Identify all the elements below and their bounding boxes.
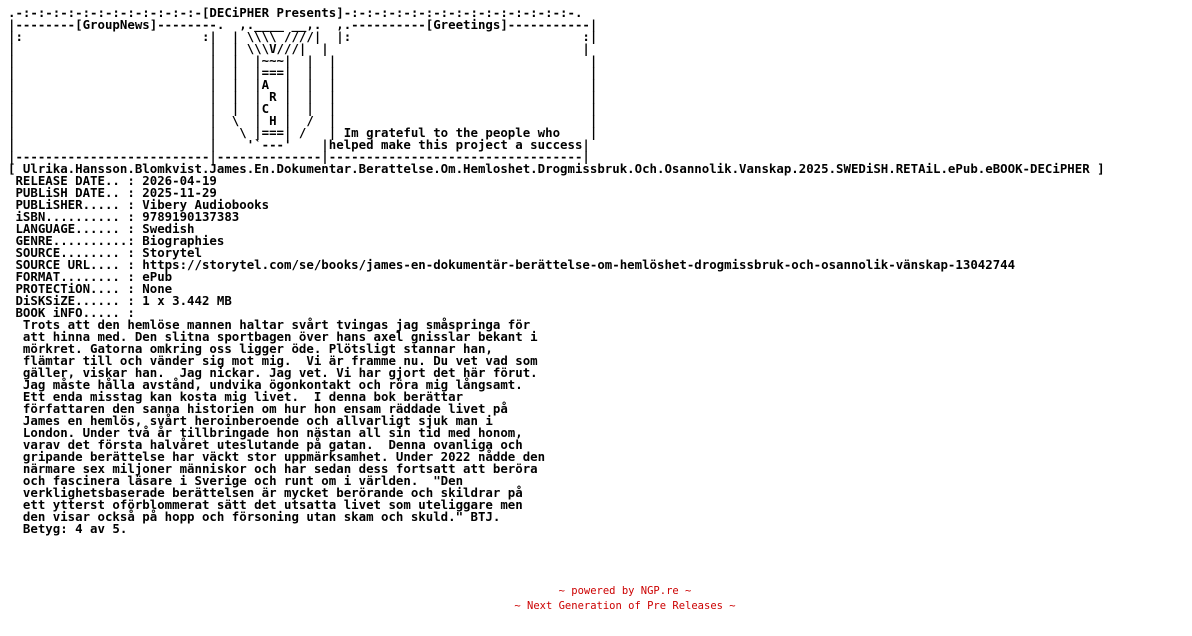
book-info-text: James en hemlös, svårt heroinberoende och allvarligt sjuk man i xyxy=(8,413,493,428)
book-info-text: verklighetsbaserade berättelsen är mycket berörande och skildrar på xyxy=(8,485,523,500)
isbn: iSBN.......... : 9789190137383 xyxy=(8,209,240,224)
nfo-line: |--------------------------|--------------|----------------------------------| xyxy=(8,149,590,164)
book-info-text: och fascinera läsare i Sverige och runt om i världen. "Den xyxy=(8,473,464,488)
book-info-text: Ett enda misstag kan kosta mig livet. I denna bok berättar xyxy=(8,389,464,404)
nfo-line: | | | | R | | | | xyxy=(8,89,598,104)
nfo-text-block xyxy=(8,7,1105,535)
book-info-text: ett ytterst oförblommerat sätt det utsatta livet som uteliggare men xyxy=(8,497,523,512)
book-info-text: Jag måste hålla avstånd, undvika ögonkontakt och röra mig långsamt. xyxy=(8,377,523,392)
rating-text: Betyg: 4 av 5. xyxy=(8,521,128,536)
nfo-line: | | \ | H | / | | xyxy=(8,113,598,128)
protection: PROTECTiON.... : None xyxy=(8,281,173,296)
book-info-text: gripande berättelse har väckt stor uppmärksamhet. Under 2022 nådde den xyxy=(8,449,546,464)
book-info-text: flämtar till och vänder sig mot mig. Vi är framme nu. Du vet vad som xyxy=(8,353,538,368)
book-info-text: mörkret. Gatorna omkring oss ligger öde. Plötsligt stannar han, xyxy=(8,341,493,356)
nfo-line: |--------[GroupNews]--------. ,.____ __,. ,.----------[Greetings]-----------| xyxy=(8,17,598,32)
nfo-line: | | | |~~~| | | | xyxy=(8,53,598,68)
source-url: SOURCE URL.... : https://storytel.com/se/books/james-en-dokumentär-berättelse-om-hemlöshet-drogmissbruk-och-osannolik-vänskap-13042744 xyxy=(8,257,1016,272)
tagline-footer: ~ Next Generation of Pre Releases ~ xyxy=(514,600,736,612)
disksize: DiSKSiZE...... : 1 x 3.442 MB xyxy=(8,293,232,308)
language: LANGUAGE...... : Swedish xyxy=(8,221,195,236)
nfo-line: |: :| | \\\\ ////| |: :| xyxy=(8,29,598,44)
book-info-text: gäller, viskar han. Jag nickar. Jag vet. Vi har gjort det här förut. xyxy=(8,365,538,380)
nfo-line: | | | |A | | | | xyxy=(8,77,598,92)
book-info-text: författaren den sanna historien om hur hon ensam räddade livet på xyxy=(8,401,508,416)
nfo-line: | | | \\\V///| | | xyxy=(8,41,590,56)
book-info-text: närmare sex miljoner människor och har sedan dess fortsatt att beröra xyxy=(8,461,538,476)
release-date: RELEASE DATE.. : 2026-04-19 xyxy=(8,173,217,188)
format: FORMAT........ : ePub xyxy=(8,269,173,284)
nfo-line: | | | |===| | | | xyxy=(8,65,598,80)
book-info-text: att hinna med. Den slitna sportbagen över hans axel gnisslar bekant i xyxy=(8,329,538,344)
book-info-text: London. Under två år tillbringade hon nästan all sin tid med honom, xyxy=(8,425,523,440)
book-info-label: BOOK iNFO..... : xyxy=(8,305,135,320)
powered-by-footer: ~ powered by NGP.re ~ xyxy=(558,585,692,597)
nfo-line: | | \ |===| / | Im grateful to the people who | xyxy=(8,125,598,140)
book-info-text: den visar också på hopp och försoning utan skam och skuld." BTJ. xyxy=(8,509,501,524)
book-info-text: Trots att den hemlöse mannen haltar svårt tvingas jag småspringa för xyxy=(8,317,531,332)
publisher: PUBLiSHER..... : Vibery Audiobooks xyxy=(8,197,270,212)
source: SOURCE........ : Storytel xyxy=(8,245,202,260)
nfo-line: | | '`---' |helped make this project a success| xyxy=(8,137,590,152)
book-info-text: varav det första halvåret uteslutande på gatan. Denna ovanliga och xyxy=(8,437,523,452)
nfo-line: | | | |C | | | | xyxy=(8,101,598,116)
nfo-line: .-:-:-:-:-:-:-:-:-:-:-:-:-[DECiPHER Presents]-:-:-:-:-:-:-:-:-:-:-:-:-:-:-:-. xyxy=(8,5,583,20)
publish-date: PUBLiSH DATE.. : 2025-11-29 xyxy=(8,185,217,200)
genre: GENRE..........: Biographies xyxy=(8,233,225,248)
release-title: [ Ulrika.Hansson.Blomkvist.James.En.Dokumentar.Berattelse.Om.Hemloshet.Drogmissbruk.Och.Osannolik.Vanskap.2025.SWEDiSH.RETAiL.ePub.eBOOK-DECiPHER ] xyxy=(8,161,1105,176)
